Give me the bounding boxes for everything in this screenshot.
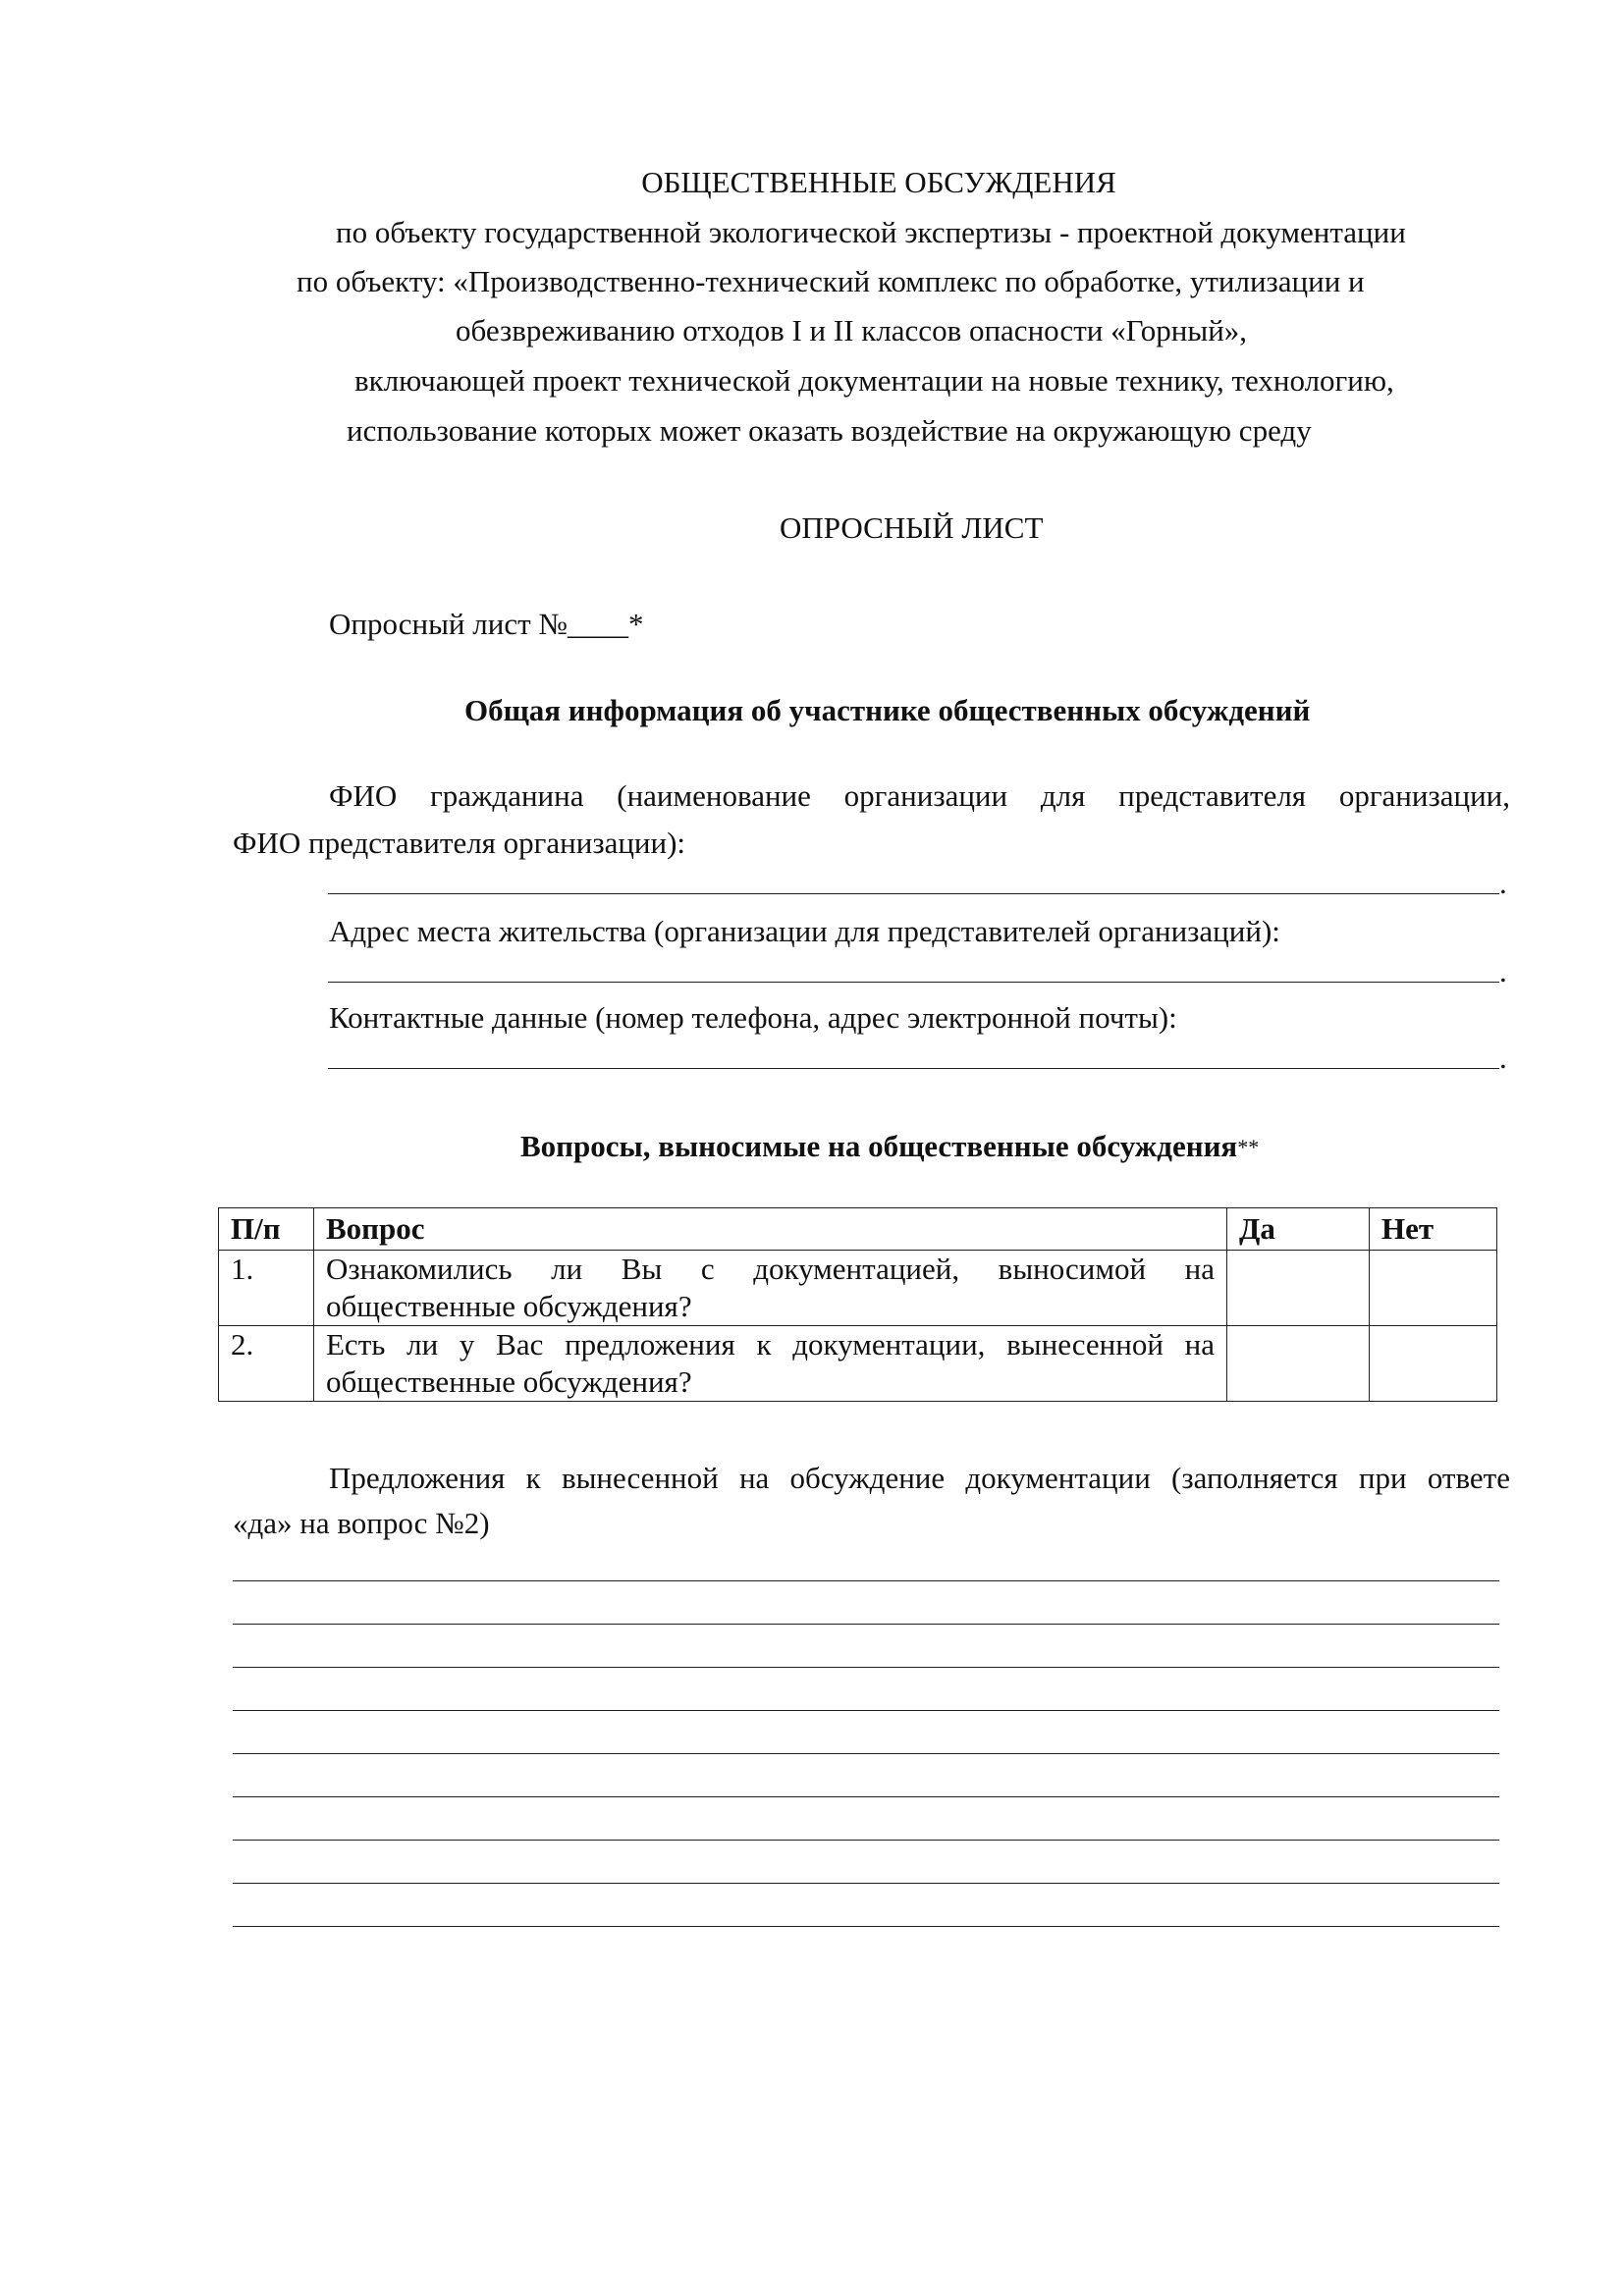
contacts-fill-line[interactable] <box>328 1068 1499 1069</box>
row-num: 2. <box>219 1326 314 1402</box>
col-header-no: Нет <box>1370 1208 1497 1251</box>
address-fill-line[interactable] <box>328 982 1499 983</box>
name-label-line-1: ФИО гражданина (наименование организации для представителя организации, <box>329 778 1510 813</box>
row-no-cell[interactable] <box>1370 1326 1497 1402</box>
proposal-fill-line[interactable] <box>233 1840 1499 1841</box>
col-header-yes: Да <box>1227 1208 1370 1251</box>
row-yes-cell[interactable] <box>1227 1251 1370 1326</box>
questions-heading <box>520 1131 1259 1161</box>
proposal-fill-line[interactable] <box>233 1926 1499 1927</box>
proposal-fill-line[interactable] <box>233 1624 1499 1625</box>
col-header-num: П/п <box>219 1208 314 1251</box>
row-num: 1. <box>219 1251 314 1326</box>
table-header-row <box>219 1208 1497 1251</box>
row-question-line-2: общественные обсуждения? <box>326 1364 692 1399</box>
row-question-line-1: Ознакомились ли Вы с документацией, выносимой на <box>326 1252 1215 1286</box>
col-header-question: Вопрос <box>314 1208 1227 1251</box>
proposal-fill-line[interactable] <box>233 1710 1499 1711</box>
proposal-fill-line[interactable] <box>233 1796 1499 1797</box>
name-label-line-2: ФИО представителя организации): <box>233 826 686 860</box>
row-question <box>314 1326 1227 1402</box>
header-line-4: включающей проект технической документации на новые технику, технологию, <box>354 363 1394 398</box>
proposal-fill-line[interactable] <box>233 1580 1499 1581</box>
row-yes-cell[interactable] <box>1227 1326 1370 1402</box>
contacts-fill-line-end: . <box>1499 1041 1507 1075</box>
table-row <box>219 1326 1497 1402</box>
row-no-cell[interactable] <box>1370 1251 1497 1326</box>
address-fill-line-end: . <box>1499 954 1507 988</box>
proposal-fill-line[interactable] <box>233 1753 1499 1754</box>
name-fill-line-end: . <box>1499 866 1507 900</box>
name-fill-line[interactable] <box>328 893 1499 894</box>
contacts-label: Контактные данные (номер телефона, адрес электронной почты): <box>329 1000 1177 1035</box>
proposals-line-2: «да» на вопрос №2) <box>233 1506 490 1540</box>
proposals-line-1: Предложения к вынесенной на обсуждение документации (заполняется при ответе <box>329 1461 1510 1495</box>
row-question-line-1: Есть ли у Вас предложения к документации, вынесенной на <box>326 1327 1215 1362</box>
row-question-line-2: общественные обсуждения? <box>326 1289 692 1323</box>
participant-heading: Общая информация об участнике общественных обсуждений <box>464 693 1311 727</box>
questions-heading-text: Вопросы, выносимые на общественные обсуждения <box>520 1129 1238 1163</box>
row-question <box>314 1251 1227 1326</box>
header-line-5: использование которых может оказать воздействие на окружающую среду <box>347 413 1312 448</box>
form-title: ОПРОСНЫЙ ЛИСТ <box>780 510 1044 545</box>
table-row <box>219 1251 1497 1326</box>
questions-table <box>218 1207 1497 1402</box>
proposal-fill-line[interactable] <box>233 1883 1499 1884</box>
sheet-number: Опросный лист №____* <box>329 607 644 641</box>
header-line-3: обезвреживанию отходов I и II классов опасности «Горный», <box>456 313 1248 347</box>
header-line-1: по объекту государственной экологической экспертизы - проектной документации <box>336 215 1406 249</box>
header-line-2: по объекту: «Производственно-технический комплекс по обработке, утилизации и <box>297 264 1365 298</box>
questions-heading-mark: ** <box>1237 1135 1260 1159</box>
proposal-fill-line[interactable] <box>233 1667 1499 1668</box>
header-title: ОБЩЕСТВЕННЫЕ ОБСУЖДЕНИЯ <box>641 165 1116 199</box>
address-label: Адрес места жительства (организации для представителей организаций): <box>329 914 1280 948</box>
